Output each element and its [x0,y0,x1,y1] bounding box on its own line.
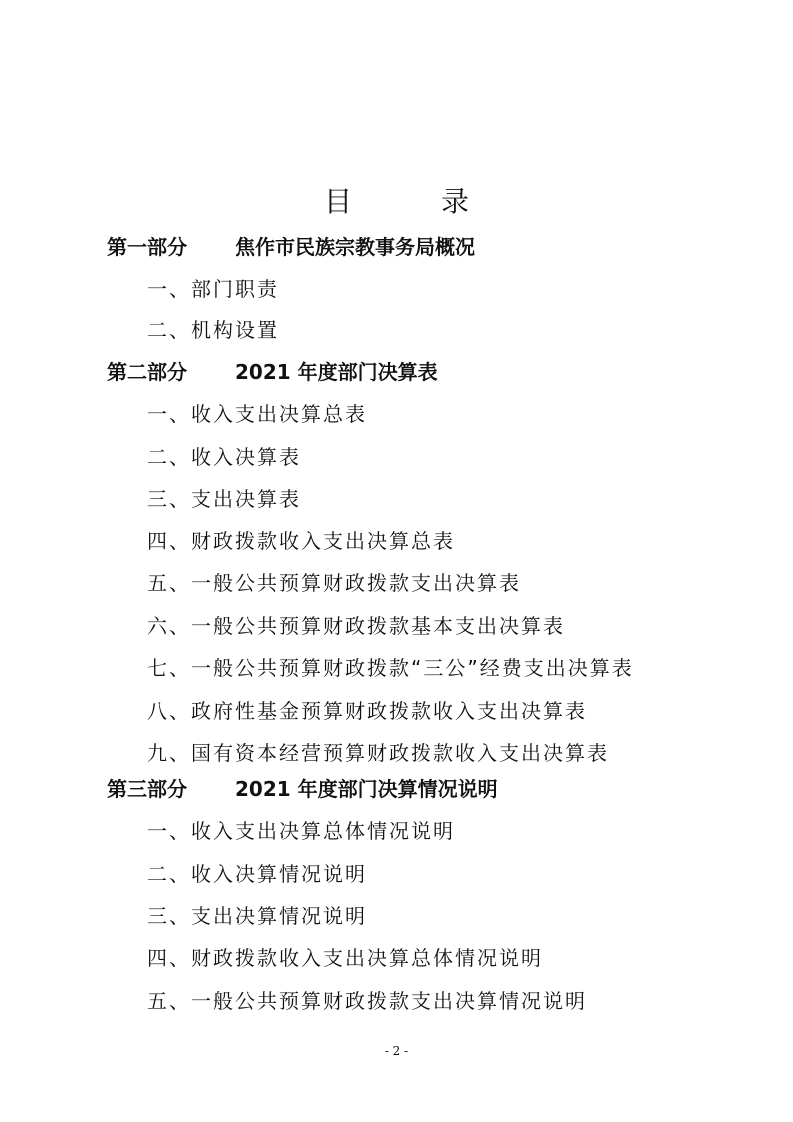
part-label: 第一部分 [107,235,187,259]
toc-item: 五、一般公共预算财政拨款支出决算情况说明 [147,989,587,1013]
page-number: - 2 - [384,1044,409,1058]
toc-item: 二、收入决算表 [147,445,301,469]
part-heading-2 [107,359,438,385]
toc-item: 一、部门职责 [147,277,279,301]
toc-item: 一、收入支出决算总表 [147,402,367,426]
toc-item: 九、国有资本经营预算财政拨款收入支出决算表 [147,741,609,765]
toc-item: 二、收入决算情况说明 [147,862,367,886]
toc-item: 三、支出决算表 [147,487,301,511]
toc-title: 目 录 [324,185,509,218]
toc-item: 一、收入支出决算总体情况说明 [147,819,455,843]
toc-item: 八、政府性基金预算财政拨款收入支出决算表 [147,699,587,723]
toc-item: 五、一般公共预算财政拨款支出决算表 [147,571,521,595]
part-label: 第二部分 [107,360,187,384]
toc-item: 七、一般公共预算财政拨款“三公”经费支出决算表 [147,656,634,680]
toc-item: 二、机构设置 [147,318,279,342]
part-name: 焦作市民族宗教事务局概况 [235,235,475,259]
toc-item: 四、财政拨款收入支出决算总体情况说明 [147,946,543,970]
part-name: 2021 年度部门决算表 [235,360,438,384]
part-heading-1 [107,234,475,260]
toc-item: 三、支出决算情况说明 [147,904,367,928]
toc-item: 六、一般公共预算财政拨款基本支出决算表 [147,614,565,638]
part-label: 第三部分 [107,777,187,801]
toc-item: 四、财政拨款收入支出决算总表 [147,529,455,553]
part-name: 2021 年度部门决算情况说明 [235,777,498,801]
part-heading-3 [107,776,498,802]
